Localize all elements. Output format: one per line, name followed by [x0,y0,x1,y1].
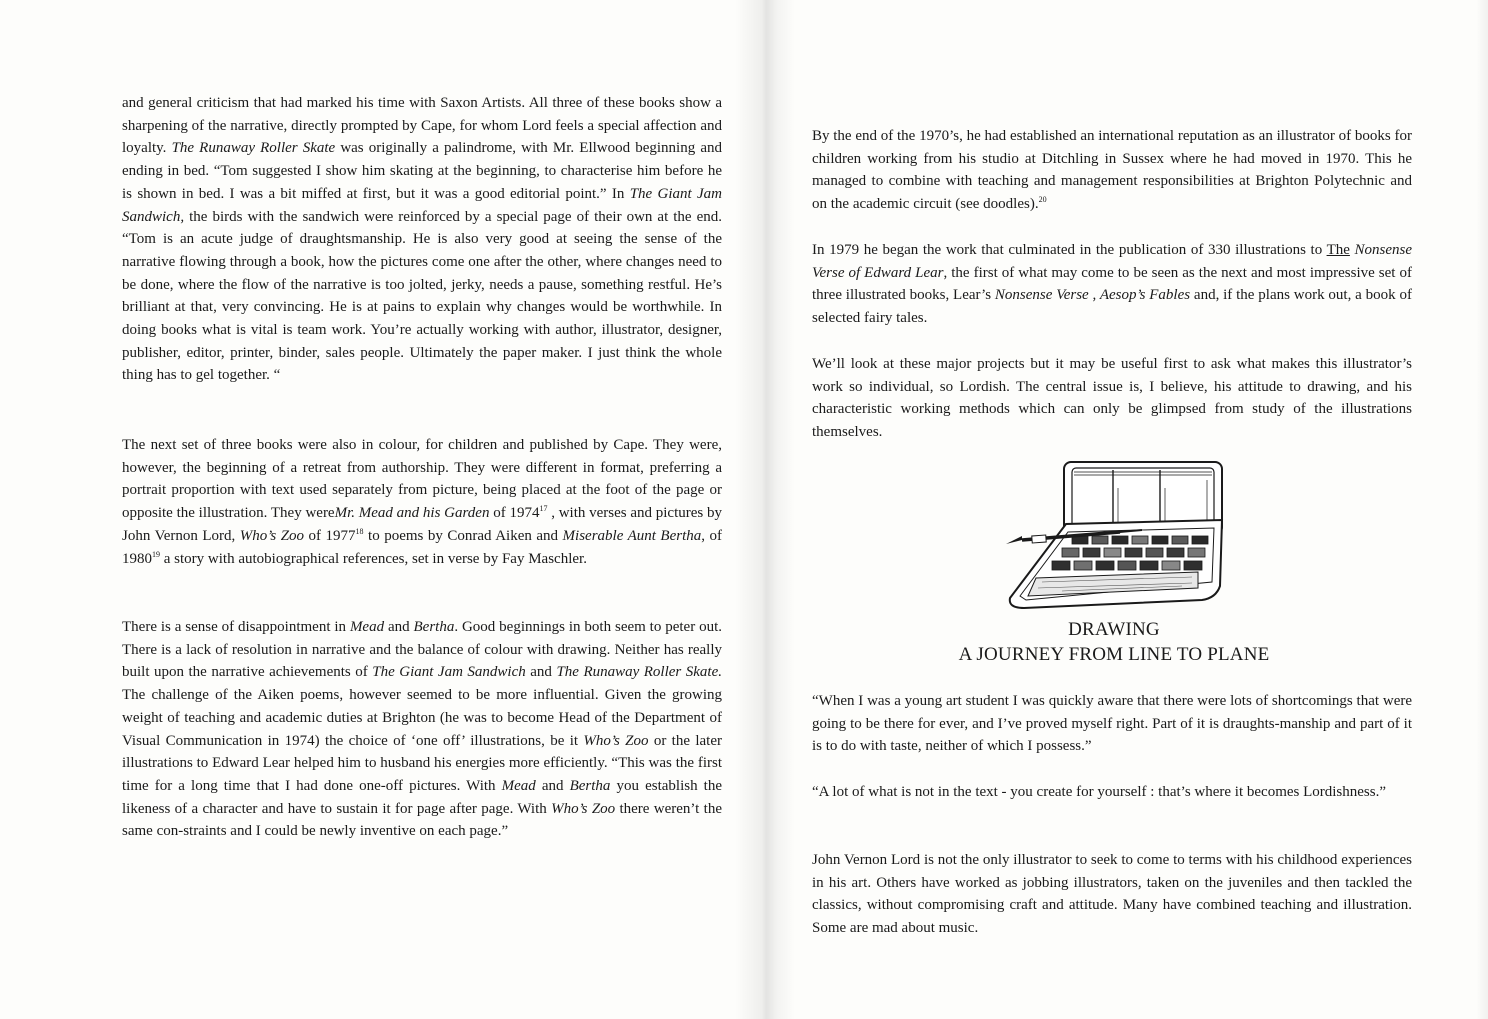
text-run: , with verses and pictures by John Vernon Lord, [122,505,722,544]
text-run: a story with autobiographical references, set in verse by Fay Maschler. [160,550,587,567]
text-run: John Vernon Lord is not the only illustrator to seek to come to terms with his childhood experiences in his art. Others have worked as jobbing illustrators, taken on the juveniles and then tackled the classics, without compromising craft and attitude. Many have combined teaching and illustration. Some are mad about music. [812,852,1412,937]
right-paragraph-5 [812,781,1412,804]
left-paragraph-3 [118,616,722,843]
text-run: The challenge of the Aiken poems, however seemed to be more influential. Given the growing weight of teaching and academic duties at Brighton (he was to become Head of the Department of Visual Communication in 1974) the choice of ‘one off’ illustrations, be it [122,687,722,749]
book-title: The Runaway Roller Skate [171,140,336,157]
text-run: , the first of what may come to be seen as the next and most impressive set of three illustrated books, Lear’s [812,264,1412,304]
text-run: and, if the plans work out, a book of selected fairy tales. [812,287,1412,327]
right-paragraph-3 [812,353,1412,444]
footnote-ref: 19 [152,549,160,559]
book-title: The Runaway Roller Skate. [556,664,722,681]
text-run: or the later illustrations to Edward Lear helped him to husband his energies more efficiently. “This was the first time for a long time that I had done one-off pictures. With [122,732,722,794]
footnote-ref: 17 [539,504,548,514]
text-run: and [384,619,414,635]
right-paragraph-2 [812,239,1412,330]
text-run: of 1974 [489,505,540,522]
book-title: Mead [501,777,536,794]
section-heading-line-2: A JOURNEY FROM LINE TO PLANE [958,644,1270,665]
book-title: Who’s Zoo [239,527,305,544]
text-run: and [525,664,557,681]
text-run: and [535,777,570,794]
text-run: The next set of three books were also in colour, for children and published by Cape. They were, however, the beginning of a retreat from authorship. They were different in format, preferring a portrait proportion with text used separately from picture, being placed at the foot of the page or opposite the illustration. They were [122,437,722,522]
right-paragraph-4 [812,690,1412,758]
book-title: Nonsense Verse , Aesop’s Fables [994,287,1191,304]
text-run: We’ll look at these major projects but it may be useful first to ask what makes this illustrator’s work so individual, so Lordish. The central issue is, I believe, his attitude to drawing, and his characteristic working methods which can only be glimpsed from study of the illustrations themselves. [812,356,1412,441]
book-title: The Giant Jam Sandwich [372,664,526,681]
text-run: of 1977 [304,527,356,544]
book-title: Mr. Mead and his Garden [334,505,490,522]
book-title: Miserable Aunt Bertha [562,527,702,544]
text-run: There is a sense of disappointment in [122,619,350,635]
paintbox-with-brush-icon [1002,458,1232,616]
book-title: The Giant Jam Sandwich, [122,185,722,225]
left-paragraph-2 [118,434,722,570]
text-run: , of 1980 [122,527,722,567]
text-run: . Good beginnings in both seem to peter out. There is a lack of resolution in narrative and the balance of colour with drawing. Neither has really built upon the narrative achievements of [122,619,722,681]
left-page [118,0,722,1019]
right-page [812,0,1416,1019]
footnote-ref: 18 [355,526,364,536]
right-paragraph-6 [812,849,1412,940]
book-title: Bertha [413,619,455,635]
book-title: Who’s Zoo [551,800,616,817]
book-title: Who’s Zoo [583,732,649,749]
text-run: you establish the likeness of a character and have to sustain it for page after page. With [122,777,722,817]
text-run: to poems by Conrad Aiken and [363,527,563,544]
footnote-ref: 20 [1038,195,1047,205]
right-paragraph-1 [812,125,1412,216]
text-run: the birds with the sandwich were reinforced by a special page of their own at the end. “Tom is an acute judge of draughtsmanship. He is also very good at seeing the sense of the narrative flowing through a book, how the pictures come one after the other, where changes need to be done, where the flow of the narrative is too jolted, jerky, needs a pause, something restful. He’s brilliant at that, very convincing. He is at pains to explain why changes would be worthwhile. In doing books what is vital is team work. You’re actually working with author, illustrator, designer, publisher, editor, printer, binder, sales people. Ultimately the paper maker. I just think the whole thing has to gel together. “ [122,208,722,384]
text-run: and general criticism that had marked his time with Saxon Artists. All three of these books show a sharpening of the narrative, directly prompted by Cape, for whom Lord feels a special affection and loyalty. [122,95,722,157]
text-run: In 1979 he began the work that culminated in the publication of 330 illustrations to [812,242,1327,258]
book-gutter [735,0,795,1019]
text-run: there weren’t the same con-straints and I could be newly inventive on each page.” [122,800,722,840]
underlined-title: The [1326,242,1350,258]
section-heading-line-1: DRAWING [1068,619,1160,640]
text-run: By the end of the 1970’s, he had established an international reputation as an illustrator of books for children working from his studio at Ditchling in Sussex where he had moved in 1970. This he managed to combine with teaching and management responsibilities at Brighton Polytechnic and on the academic circuit (see doodles). [812,128,1412,213]
page-edge [1476,0,1488,1019]
book-title: Bertha [569,777,611,794]
book-title: Mead [349,619,385,635]
text-run: was originally a palindrome, with Mr. Ellwood beginning and ending in bed. “Tom suggested I show him skating at the beginning, to characterise him before he is shown in bed. I was a bit miffed at first, but it was a good editorial point.” In [122,140,722,202]
book-title: Nonsense Verse of Edward Lear [812,242,1412,281]
left-paragraph-1 [118,92,722,387]
text-run: “A lot of what is not in the text - you create for yourself : that’s where it becomes Lordishness.” [812,784,1387,800]
text-run: “When I was a young art student I was quickly aware that there were lots of shortcomings that were going to be there for ever, and I’ve proved myself right. Part of it is draughts-manship and part of it is to do with taste, neither of which I possess.” [812,693,1412,755]
